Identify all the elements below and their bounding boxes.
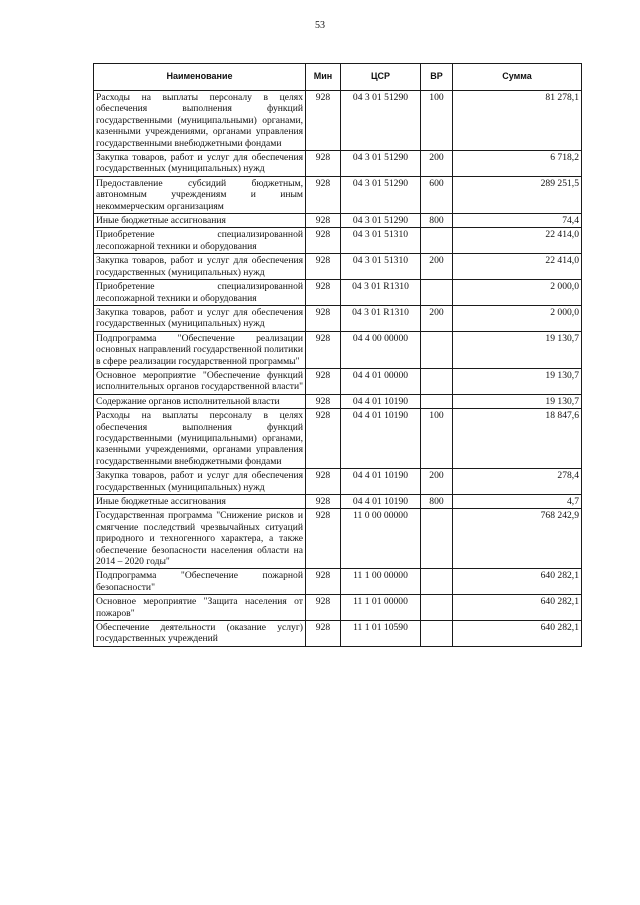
cell-name: Расходы на выплаты персоналу в целях обеспечения выполнения функций государственными (муниципальными) органами, казенными учреждениями, органами управления государственными внебюджетными фондами [94,409,306,469]
cell-vr: 800 [421,495,453,509]
cell-name: Основное мероприятие "Обеспечение функций исполнительных органов государственной власти" [94,368,306,394]
table-row [94,469,582,495]
cell-name: Основное мероприятие "Защита населения от пожаров" [94,595,306,621]
table-body [94,91,582,647]
cell-vr: 200 [421,469,453,495]
table-row [94,214,582,228]
cell-sum: 278,4 [453,469,582,495]
table-row [94,91,582,151]
header-row [94,64,582,91]
cell-vr [421,331,453,368]
cell-min: 928 [306,469,341,495]
table-row [94,569,582,595]
header-vr: ВР [421,64,453,91]
cell-name: Иные бюджетные ассигнования [94,495,306,509]
cell-name: Приобретение специализированной лесопожарной техники и оборудования [94,228,306,254]
cell-sum: 768 242,9 [453,509,582,569]
cell-min: 928 [306,394,341,408]
cell-name: Закупка товаров, работ и услуг для обеспечения государственных (муниципальных) нужд [94,305,306,331]
cell-csr: 04 4 01 10190 [341,409,421,469]
cell-vr [421,368,453,394]
budget-table [93,63,582,647]
cell-sum: 74,4 [453,214,582,228]
cell-name: Содержание органов исполнительной власти [94,394,306,408]
cell-csr: 04 4 01 10190 [341,394,421,408]
cell-min: 928 [306,569,341,595]
cell-sum: 22 414,0 [453,254,582,280]
cell-sum: 19 130,7 [453,331,582,368]
cell-csr: 04 3 01 51310 [341,254,421,280]
cell-name: Государственная программа "Снижение рисков и смягчение последствий чрезвычайных ситуаций природного и техногенного характера, а также обеспечение безопасности населения области на 2014 – 2020 годы" [94,509,306,569]
cell-csr: 04 3 01 51290 [341,214,421,228]
cell-csr: 04 4 01 00000 [341,368,421,394]
cell-min: 928 [306,409,341,469]
cell-csr: 04 4 00 00000 [341,331,421,368]
cell-sum: 640 282,1 [453,595,582,621]
cell-csr: 04 3 01 51290 [341,176,421,213]
cell-csr: 04 3 01 R1310 [341,305,421,331]
cell-csr: 04 3 01 51290 [341,91,421,151]
cell-vr [421,569,453,595]
cell-sum: 19 130,7 [453,368,582,394]
cell-min: 928 [306,621,341,647]
header-sum: Сумма [453,64,582,91]
cell-vr: 800 [421,214,453,228]
table-row [94,151,582,177]
cell-sum: 640 282,1 [453,621,582,647]
cell-name: Закупка товаров, работ и услуг для обеспечения государственных (муниципальных) нужд [94,254,306,280]
cell-sum: 18 847,6 [453,409,582,469]
cell-name: Приобретение специализированной лесопожарной техники и оборудования [94,280,306,306]
cell-sum: 81 278,1 [453,91,582,151]
cell-vr [421,280,453,306]
cell-name: Предоставление субсидий бюджетным, автономным учреждениям и иным некоммерческим организациям [94,176,306,213]
table-row [94,368,582,394]
table-row [94,305,582,331]
cell-min: 928 [306,91,341,151]
table-row [94,254,582,280]
cell-sum: 2 000,0 [453,280,582,306]
cell-vr: 600 [421,176,453,213]
table-row [94,394,582,408]
cell-name: Закупка товаров, работ и услуг для обеспечения государственных (муниципальных) нужд [94,151,306,177]
header-min: Мин [306,64,341,91]
header-name: Наименование [94,64,306,91]
cell-vr: 100 [421,91,453,151]
cell-min: 928 [306,254,341,280]
cell-min: 928 [306,151,341,177]
cell-csr: 04 3 01 R1310 [341,280,421,306]
cell-vr: 100 [421,409,453,469]
cell-sum: 2 000,0 [453,305,582,331]
cell-min: 928 [306,305,341,331]
cell-csr: 11 1 00 00000 [341,569,421,595]
table-row [94,409,582,469]
cell-csr: 04 3 01 51310 [341,228,421,254]
cell-vr [421,595,453,621]
cell-vr [421,509,453,569]
cell-name: Расходы на выплаты персоналу в целях обеспечения выполнения функций государственными (муниципальными) органами, казенными учреждениями, органами управления государственными внебюджетными фондами [94,91,306,151]
cell-csr: 04 4 01 10190 [341,495,421,509]
table-row [94,280,582,306]
cell-vr: 200 [421,305,453,331]
cell-sum: 19 130,7 [453,394,582,408]
table-row [94,176,582,213]
cell-min: 928 [306,214,341,228]
cell-min: 928 [306,228,341,254]
table-row [94,331,582,368]
cell-csr: 04 3 01 51290 [341,151,421,177]
table-header [94,64,582,91]
cell-vr: 200 [421,254,453,280]
cell-min: 928 [306,495,341,509]
cell-min: 928 [306,280,341,306]
cell-csr: 11 1 01 00000 [341,595,421,621]
cell-min: 928 [306,595,341,621]
cell-name: Закупка товаров, работ и услуг для обеспечения государственных (муниципальных) нужд [94,469,306,495]
table-row [94,495,582,509]
cell-name: Иные бюджетные ассигнования [94,214,306,228]
header-csr: ЦСР [341,64,421,91]
cell-vr: 200 [421,151,453,177]
cell-sum: 22 414,0 [453,228,582,254]
cell-min: 928 [306,331,341,368]
page-number: 53 [315,20,325,31]
cell-name: Обеспечение деятельности (оказание услуг) государственных учреждений [94,621,306,647]
table-row [94,621,582,647]
cell-csr: 04 4 01 10190 [341,469,421,495]
cell-csr: 11 0 00 00000 [341,509,421,569]
cell-sum: 289 251,5 [453,176,582,213]
cell-min: 928 [306,368,341,394]
cell-min: 928 [306,509,341,569]
cell-vr [421,621,453,647]
table-row [94,509,582,569]
cell-vr [421,394,453,408]
cell-name: Подпрограмма "Обеспечение пожарной безопасности" [94,569,306,595]
table-row [94,228,582,254]
cell-sum: 640 282,1 [453,569,582,595]
cell-vr [421,228,453,254]
cell-name: Подпрограмма "Обеспечение реализации основных направлений государственной политики в сфере реализации государственной программы" [94,331,306,368]
cell-min: 928 [306,176,341,213]
cell-sum: 6 718,2 [453,151,582,177]
table-row [94,595,582,621]
cell-csr: 11 1 01 10590 [341,621,421,647]
cell-sum: 4,7 [453,495,582,509]
